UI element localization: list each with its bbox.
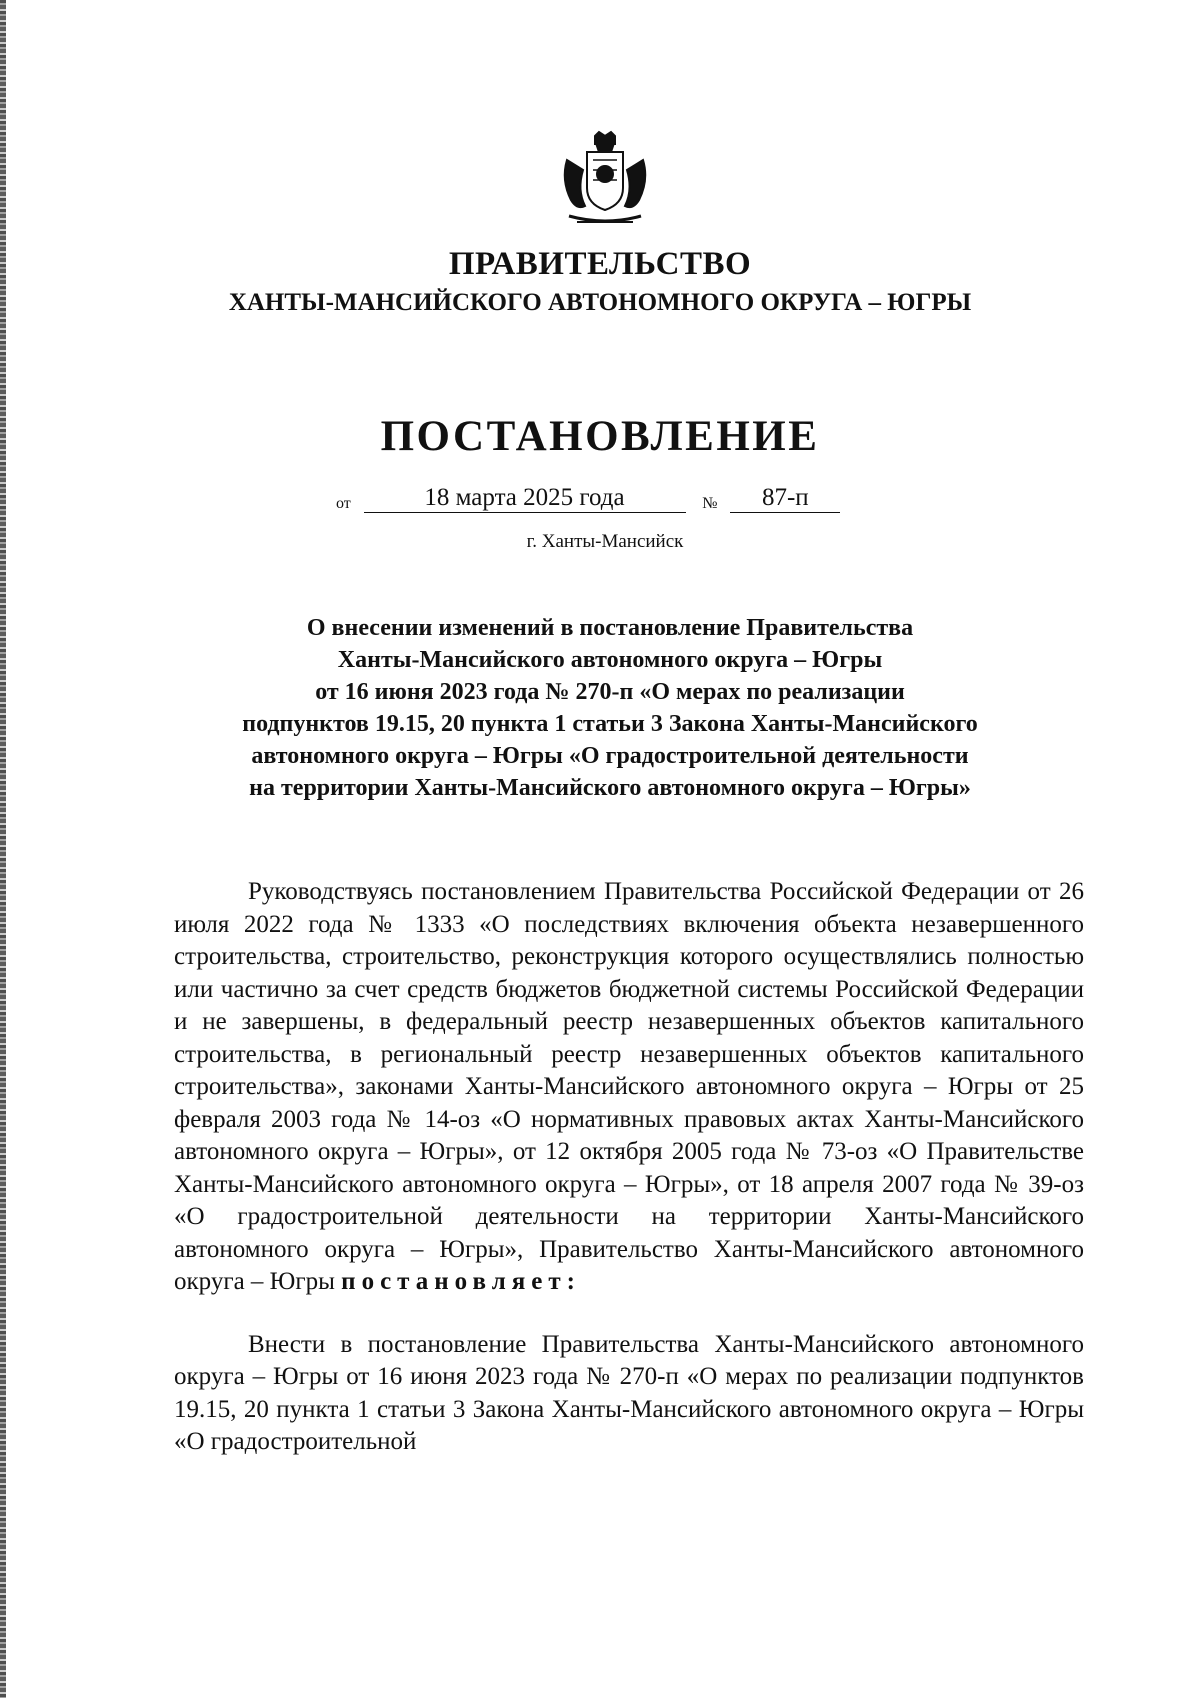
heading-line: Ханты-Мансийского автономного округа – Югры: [337, 647, 883, 673]
heading-line: от 16 июня 2023 года № 270-п «О мерах по реализации: [315, 679, 905, 705]
city-line: г. Ханты-Мансийск: [526, 531, 684, 552]
document-type-title: ПОСТАНОВЛЕНИЕ: [380, 413, 820, 460]
heading-line: на территории Ханты-Мансийского автономного округа – Югры»: [249, 775, 971, 801]
government-title: ПРАВИТЕЛЬСТВО: [448, 246, 752, 282]
document-heading: [150, 612, 1070, 804]
decree-word: постановляет: [341, 1268, 567, 1295]
date-field: 18 марта 2025 года: [364, 484, 686, 513]
preamble-text: Руководствуясь постановлением Правительства Российской Федерации от 26 июля 2022 года № 1333 «О последствиях включения объекта незавершенного строительства, строительство, реконструкция которого осуществлялись полностью или частично за счет средств бюджетов бюджетной системы Российской Федерации и не завершены, в федеральный реестр незавершенных объектов капитального строительства, в региональный реестр незавершенных объектов капитального строительства», законами Ханты-Мансийского автономного округа – Югры от 25 февраля 2003 года № 14-оз «О нормативных правовых актах Ханты-Мансийского автономного округа – Югры», от 12 октября 2005 года № 73-оз «О Правительстве Ханты-Мансийского автономного округа – Югры», от 18 апреля 2007 года № 39-оз «О градостроительной деятельности на территории Ханты-Мансийского автономного округа – Югры», Правительство Ханты-Мансийского автономного округа – Югры: [174, 878, 1084, 1295]
region-title: ХАНТЫ-МАНСИЙСКОГО АВТОНОМНОГО ОКРУГА – ЮГРЫ: [228, 289, 972, 316]
amendment-paragraph: Внести в постановление Правительства Ханты-Мансийского автономного округа – Югры от 16 июня 2023 года № 270-п «О мерах по реализации подпунктов 19.15, 20 пункта 1 статьи 3 Закона Ханты-Мансийского автономного округа – Югры «О градостроительной: [174, 1330, 1084, 1455]
decree-colon: :: [566, 1268, 575, 1295]
heading-line: подпунктов 19.15, 20 пункта 1 статьи 3 Закона Ханты-Мансийского: [242, 711, 978, 737]
date-number-line: [336, 484, 876, 513]
coat-of-arms-emblem: [557, 130, 653, 230]
document-body: [174, 876, 1084, 1459]
preamble-paragraph: [174, 876, 1084, 1299]
number-label: №: [702, 495, 718, 512]
heading-line: автономного округа – Югры «О градостроительной деятельности: [251, 743, 969, 769]
date-label: от: [336, 495, 351, 512]
heading-line: О внесении изменений в постановление Правительства: [306, 615, 914, 641]
number-field: 87-п: [730, 484, 840, 513]
